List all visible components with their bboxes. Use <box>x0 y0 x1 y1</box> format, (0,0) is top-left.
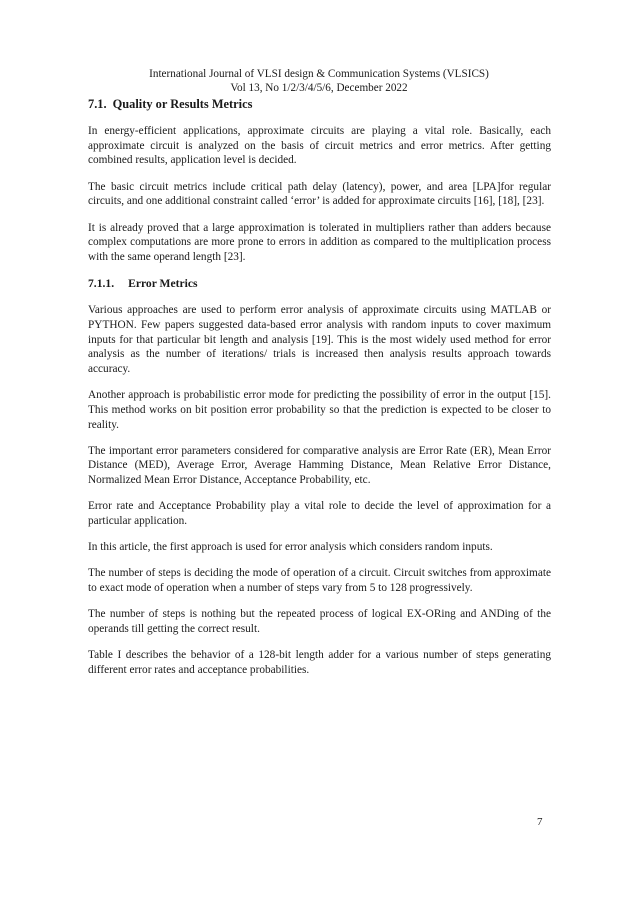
section-title: Quality or Results Metrics <box>112 97 253 111</box>
paragraph: The number of steps is nothing but the repeated process of logical EX-ORing and ANDing of the operands till getting the correct result. <box>88 608 551 636</box>
subsection-heading <box>88 276 551 291</box>
paragraph: In this article, the first approach is used for error analysis which considers random inputs. <box>88 541 493 554</box>
subsection-number: 7.1.1. <box>88 277 115 291</box>
subsection-title: Error Metrics <box>128 277 198 291</box>
paragraph: The important error parameters considered for comparative analysis are Error Rate (ER), Mean Error Distance (MED), Average Error, Average Hamming Distance, Mean Relative Error Distance, Normalized Mean Error Distance, Acceptance Probability, etc. <box>88 444 551 487</box>
paragraph: The number of steps is deciding the mode of operation of a circuit. Circuit switches from approximate to exact mode of operation when a number of steps vary from 5 to 128 progressively. <box>88 567 551 595</box>
page-number: 7 <box>537 816 543 828</box>
paragraph: In energy-efficient applications, approximate circuits are playing a vital role. Basically, each approximate circuit is analyzed on the basis of circuit metrics and error metrics. After getting combined results, application level is decided. <box>88 125 551 167</box>
journal-title: International Journal of VLSI design & Communication Systems (VLSICS) <box>149 68 489 80</box>
journal-header <box>0 67 638 95</box>
article-body <box>88 96 551 689</box>
section-heading <box>88 96 551 112</box>
paragraph: Another approach is probabilistic error mode for predicting the possibility of error in the output [15]. This method works on bit position error probability so that the prediction is expected to be closer to reality. <box>88 389 551 431</box>
section-number: 7.1. <box>88 97 107 111</box>
journal-volume: Vol 13, No 1/2/3/4/5/6, December 2022 <box>230 82 408 94</box>
paragraph: Various approaches are used to perform error analysis of approximate circuits using MATLAB or PYTHON. Few papers suggested data-based error analysis with random inputs to cover maximum inputs for that particular bit length and analysis [19]. This is the most widely used method for error analysis as the number of iterations/ trials is increased then analysis results approach towards accuracy. <box>88 304 551 375</box>
paragraph: Error rate and Acceptance Probability play a vital role to decide the level of approximation for a particular application. <box>88 500 551 528</box>
paragraph: The basic circuit metrics include critical path delay (latency), power, and area [LPA]for regular circuits, and one additional constraint called ‘error’ is added for approximate circuits [16], [18], [23]. <box>88 180 551 208</box>
paragraph: It is already proved that a large approximation is tolerated in multipliers rather than adders because complex computations are more prone to errors in addition as compared to the multiplication process with the same operand length [23]. <box>88 221 551 263</box>
paragraph: Table I describes the behavior of a 128-bit length adder for a various number of steps generating different error rates and acceptance probabilities. <box>88 649 551 676</box>
